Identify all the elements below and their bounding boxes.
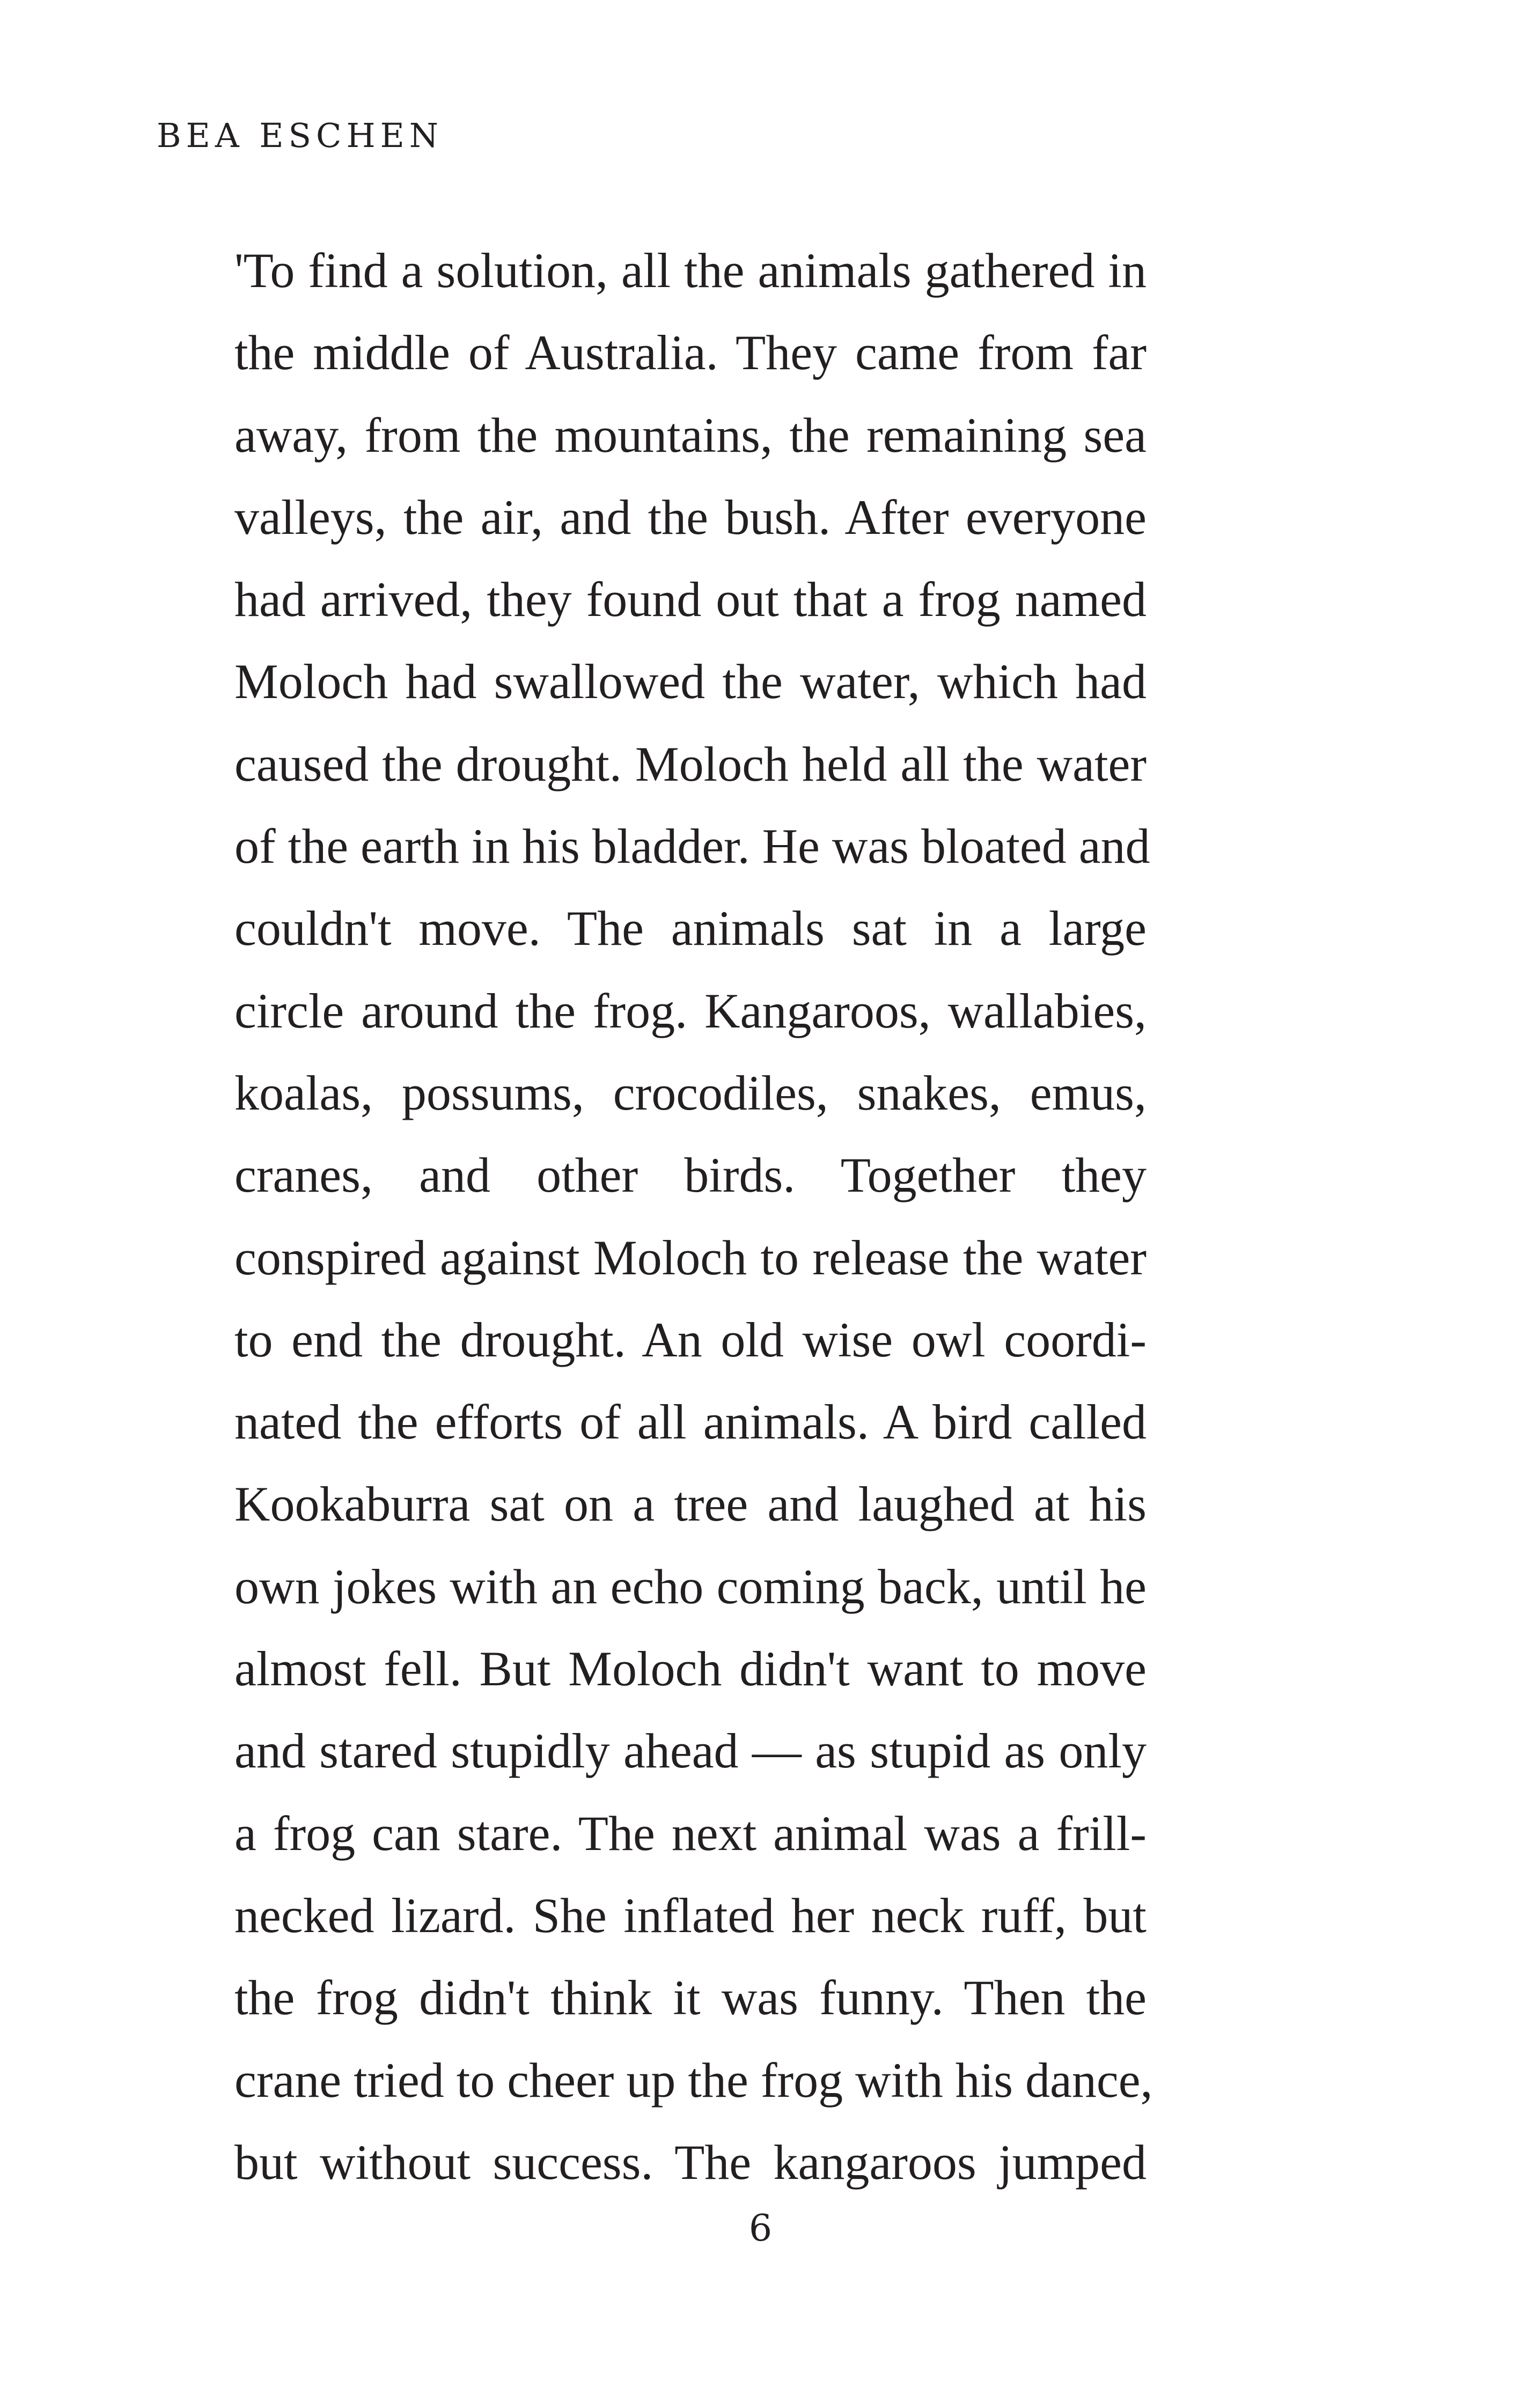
text-line: to end the drought. An old wise owl coordi- (234, 1312, 1147, 1367)
text-line: a frog can stare. The next animal was a frill- (234, 1805, 1147, 1861)
text-line: conspired against Moloch to release the water (234, 1230, 1147, 1285)
text-line: had arrived, they found out that a frog named (234, 572, 1147, 627)
page-number: 6 (748, 2207, 773, 2250)
text-line: Moloch had swallowed the water, which had (234, 654, 1147, 709)
text-line: own jokes with an echo coming back, until he (234, 1559, 1147, 1614)
text-line: crane tried to cheer up the frog with his dance, (234, 2052, 1153, 2108)
text-line: but without success. The kangaroos jumped (234, 2134, 1147, 2190)
text-line: Kookaburra sat on a tree and laughed at his (234, 1477, 1147, 1532)
text-line: circle around the frog. Kangaroos, wallabies, (234, 983, 1147, 1038)
text-line: necked lizard. She inflated her neck ruff, but (234, 1888, 1147, 1943)
text-line: the frog didn't think it was funny. Then the (234, 1970, 1147, 2025)
text-line: cranes, and other birds. Together they (234, 1148, 1147, 1203)
text-line: almost fell. But Moloch didn't want to move (234, 1641, 1147, 1697)
text-line: caused the drought. Moloch held all the water (234, 736, 1147, 791)
body-text (234, 230, 1153, 2204)
text-line: nated the efforts of all animals. A bird called (234, 1394, 1147, 1450)
text-line: valleys, the air, and the bush. After everyone (234, 489, 1147, 545)
text-line: away, from the mountains, the remaining sea (234, 407, 1147, 462)
text-line: the middle of Australia. They came from far (234, 325, 1147, 380)
text-line: and stared stupidly ahead — as stupid as only (234, 1723, 1147, 1779)
text-line: of the earth in his bladder. He was bloated and (234, 819, 1150, 874)
text-line: 'To find a solution, all the animals gathered in (234, 243, 1147, 298)
text-line: koalas, possums, crocodiles, snakes, emus, (234, 1065, 1147, 1120)
running-head-author: BEA ESCHEN (157, 116, 444, 155)
text-line: couldn't move. The animals sat in a large (234, 901, 1147, 956)
